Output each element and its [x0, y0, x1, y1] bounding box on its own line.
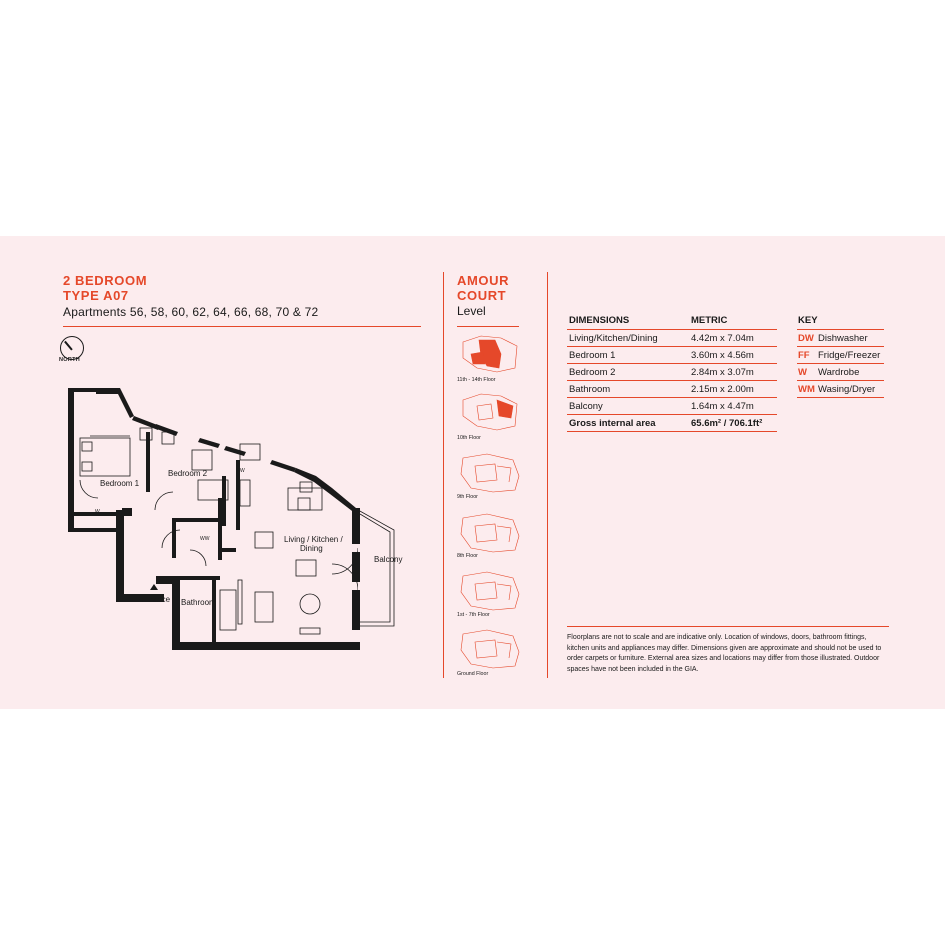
key-code: FF — [797, 347, 817, 364]
title-block — [63, 273, 423, 320]
room-size: 2.84m x 3.07m — [689, 364, 777, 381]
title-divider — [63, 326, 421, 327]
balcony-label: Balcony — [374, 555, 403, 564]
dimensions-table — [567, 313, 777, 432]
metric-header: METRIC — [689, 313, 777, 330]
north-label: NORTH — [59, 357, 81, 363]
room-size: 2.15m x 2.00m — [689, 381, 777, 398]
living-label-line1: Living / Kitchen / — [284, 535, 343, 544]
apartments-subtitle: Apartments 56, 58, 60, 62, 64, 66, 68, 70 & 72 — [63, 305, 319, 319]
thumb-11-14 — [463, 336, 517, 372]
level-label: Level — [457, 304, 486, 318]
key-desc: Wasing/Dryer — [817, 381, 884, 398]
bedroom-count-title: 2 BEDROOM — [63, 273, 148, 288]
table-row — [567, 347, 777, 364]
floor-label-10: 10th Floor — [457, 435, 481, 441]
bathroom-label: Bathroom — [181, 598, 216, 607]
key-code: WM — [797, 381, 817, 398]
dimensions-header-row — [567, 313, 777, 330]
type-title: TYPE A07 — [63, 288, 129, 303]
room-name: Bedroom 1 — [567, 347, 689, 364]
building-name-line2: COURT — [457, 288, 507, 303]
disclaimer-divider — [567, 626, 889, 627]
room-size: 3.60m x 4.56m — [689, 347, 777, 364]
table-row — [567, 381, 777, 398]
key-header: KEY — [797, 313, 884, 330]
washer-marker: WW — [200, 536, 210, 542]
thumb-1-7 — [461, 572, 519, 610]
room-size: 4.42m x 7.04m — [689, 330, 777, 347]
room-size: 1.64m x 4.47m — [689, 398, 777, 415]
wardrobe-2-marker: W — [240, 468, 245, 474]
building-name-line1: AMOUR — [457, 273, 510, 288]
gross-area-row — [567, 415, 777, 432]
thumb-9 — [461, 454, 519, 492]
key-table — [797, 313, 884, 398]
level-block — [457, 273, 509, 318]
key-code: W — [797, 364, 817, 381]
key-header-row — [797, 313, 884, 330]
room-name: Bathroom — [567, 381, 689, 398]
floor-label-ground: Ground Floor — [457, 671, 489, 677]
disclaimer-text: Floorplans are not to scale and are indicative only. Location of windows, doors, bathroom fittings, kitchen units and appliances may differ. Dimensions given are approximate and should not be used to order carpets or furniture. External area sizes and locations may differ from those illustrated. Outdoor spaces have not been included in the GIA. — [567, 634, 882, 673]
dimensions-header: DIMENSIONS — [567, 313, 689, 330]
left-column-divider — [443, 272, 444, 678]
key-desc: Dishwasher — [817, 330, 884, 347]
floor-label-11-14: 11th - 14th Floor — [457, 377, 496, 383]
right-column-divider — [547, 272, 548, 678]
level-divider — [457, 326, 519, 327]
thumb-10 — [463, 394, 517, 430]
gross-area-value: 65.6m² / 706.1ft² — [689, 415, 777, 432]
table-row — [567, 398, 777, 415]
key-desc: Fridge/Freezer — [817, 347, 884, 364]
floor-thumbnails — [455, 334, 525, 674]
entrance-label: Entrance — [138, 595, 171, 604]
floor-label-8: 8th Floor — [457, 553, 478, 559]
floor-label-1-7: 1st - 7th Floor — [457, 612, 490, 618]
floor-label-9: 9th Floor — [457, 494, 478, 500]
floor-plan — [60, 380, 403, 652]
key-row — [797, 330, 884, 347]
table-row — [567, 330, 777, 347]
thumb-ground — [461, 630, 519, 668]
gross-area-label: Gross internal area — [567, 415, 689, 432]
key-row — [797, 364, 884, 381]
thumb-8 — [461, 514, 519, 552]
key-code: DW — [797, 330, 817, 347]
room-name: Bedroom 2 — [567, 364, 689, 381]
living-label-line2: Dining — [300, 544, 323, 553]
room-name: Living/Kitchen/Dining — [567, 330, 689, 347]
bedroom-1-label: Bedroom 1 — [100, 479, 140, 488]
key-row — [797, 381, 884, 398]
wardrobe-marker: W — [95, 509, 100, 515]
key-desc: Wardrobe — [817, 364, 884, 381]
key-row — [797, 347, 884, 364]
table-row — [567, 364, 777, 381]
room-name: Balcony — [567, 398, 689, 415]
bedroom-2-label: Bedroom 2 — [168, 469, 208, 478]
entrance-arrow-icon — [150, 584, 158, 590]
